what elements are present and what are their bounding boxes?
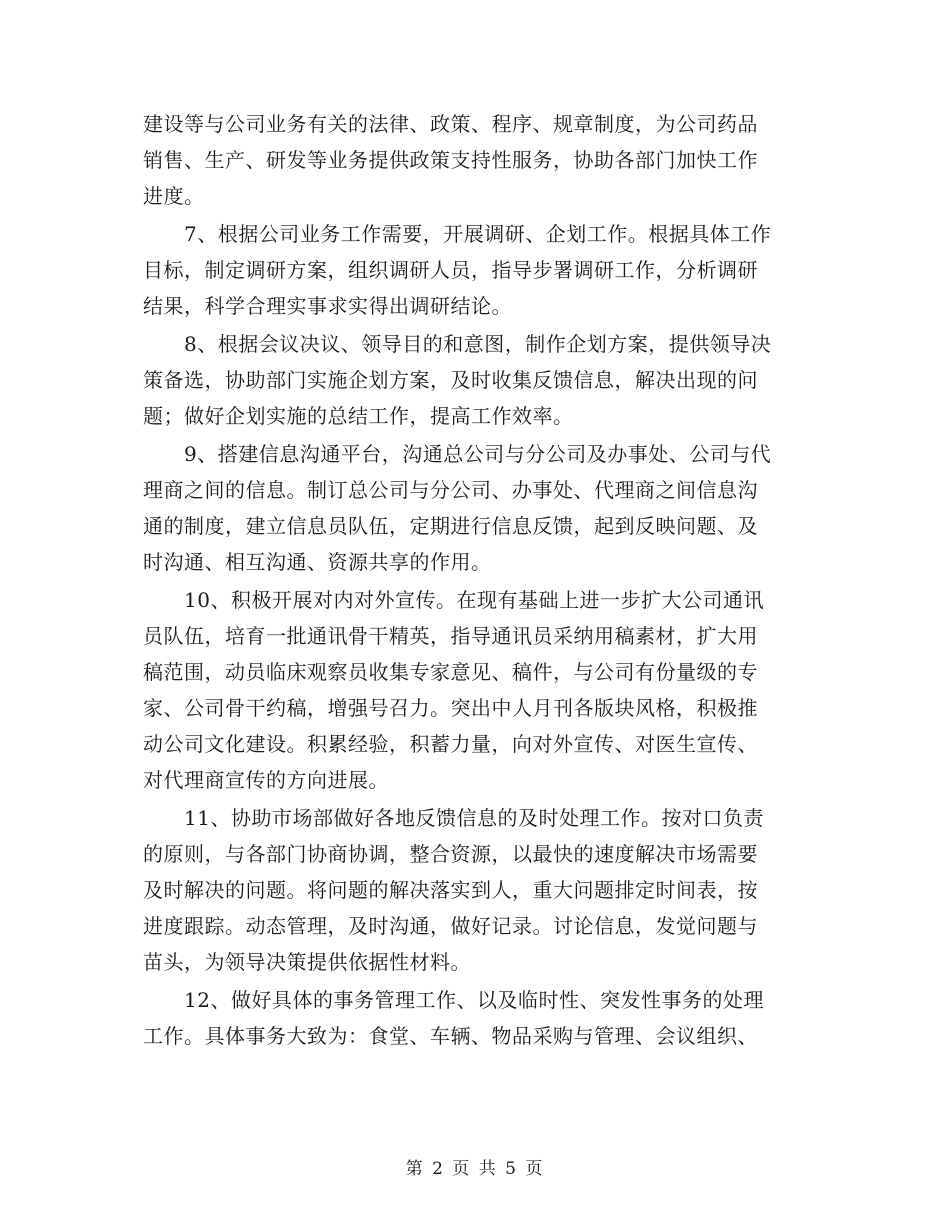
text-line: 员队伍，培育一批通讯骨干精英，指导通讯员采纳用稿素材，扩大用: [143, 624, 758, 648]
text-line: 时沟通、相互沟通、资源共享的作用。: [143, 550, 492, 574]
text-line: 8、根据会议决议、领导目的和意图，制作企划方案，提供领导决: [143, 332, 772, 356]
text-line: 进度跟踪。动态管理，及时沟通，做好记录。讨论信息，发觉问题与: [143, 914, 758, 938]
text-line: 稿范围，动员临床观察员收集专家意见、稿件，与公司有份量级的专: [143, 660, 758, 684]
text-line: 11、协助市场部做好各地反馈信息的及时处理工作。按对口负责: [143, 806, 764, 830]
body-text: [143, 106, 813, 1054]
text-line: 进度。: [143, 184, 205, 208]
text-line: 动公司文化建设。积累经验，积蓄力量，向对外宣传、对医生宣传、: [143, 732, 758, 756]
text-line: 销售、生产、研发等业务提供政策支持性服务，协助各部门加快工作: [143, 148, 758, 172]
text-line: 的原则，与各部门协商协调，整合资源，以最快的速度解决市场需要: [143, 842, 758, 866]
text-line: 通的制度，建立信息员队伍，定期进行信息反馈，起到反映问题、及: [143, 514, 758, 538]
text-line: 策备选，协助部门实施企划方案，及时收集反馈信息，解决出现的问: [143, 368, 758, 392]
text-line: 结果，科学合理实事求实得出调研结论。: [143, 294, 512, 318]
text-line: 工作。具体事务大致为：食堂、车辆、物品采购与管理、会议组织、: [143, 1024, 758, 1048]
page-footer: 第 2 页 共 5 页: [405, 1159, 545, 1179]
text-line: 10、积极开展对内对外宣传。在现有基础上进一步扩大公司通讯: [143, 588, 764, 612]
text-line: 苗头，为领导决策提供依据性材料。: [143, 950, 471, 974]
text-line: 题；做好企划实施的总结工作，提高工作效率。: [143, 404, 574, 428]
text-line: 12、做好具体的事务管理工作、以及临时性、突发性事务的处理: [143, 988, 764, 1012]
text-line: 建设等与公司业务有关的法律、政策、程序、规章制度，为公司药品: [143, 112, 758, 136]
text-line: 目标，制定调研方案，组织调研人员，指导步署调研工作，分析调研: [143, 258, 758, 282]
text-line: 理商之间的信息。制订总公司与分公司、办事处、代理商之间信息沟: [143, 478, 758, 502]
text-line: 对代理商宣传的方向进展。: [143, 768, 389, 792]
text-line: 及时解决的问题。将问题的解决落实到人，重大问题排定时间表，按: [143, 878, 758, 902]
text-line: 9、搭建信息沟通平台，沟通总公司与分公司及办事处、公司与代: [143, 442, 772, 466]
text-line: 家、公司骨干约稿，增强号召力。突出中人月刊各版块风格，积极推: [143, 696, 758, 720]
text-line: 7、根据公司业务工作需要，开展调研、企划工作。根据具体工作: [143, 222, 772, 246]
